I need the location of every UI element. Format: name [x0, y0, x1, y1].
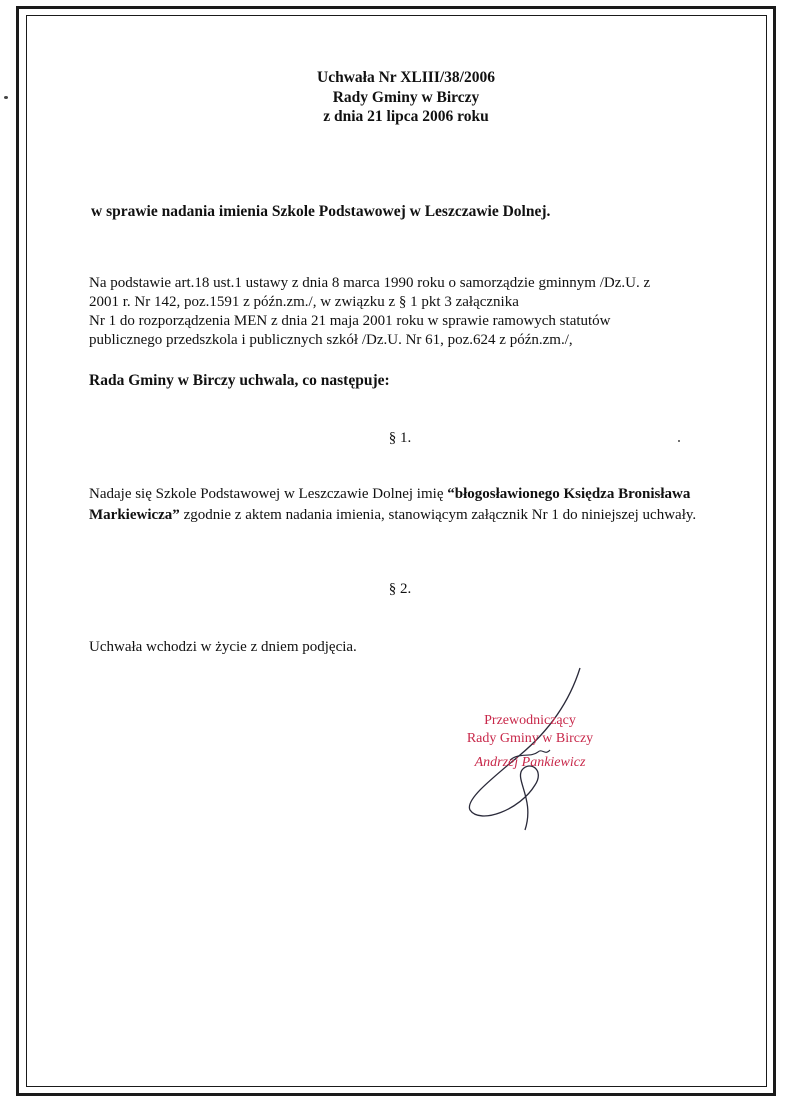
legal-basis-line: publicznego przedszkola i publicznych szkół /Dz.U. Nr 61, poz.624 z późn.zm./,	[89, 332, 573, 348]
legal-basis-line: Na podstawie art.18 ust.1 ustawy z dnia 8 marca 1990 roku o samorządzie gminnym /Dz.U. z	[89, 275, 651, 291]
section-2-heading: § 2.	[388, 581, 412, 597]
signature-stamp	[430, 712, 630, 772]
school-patron-name: “błogosławionego Księdza Bronisława Markiewicza”	[89, 486, 691, 523]
stamp-title: Przewodniczący	[484, 713, 576, 728]
resolution-date: z dnia 21 lipca 2006 roku	[323, 108, 489, 125]
stamp-council: Rady Gminy w Birczy	[466, 731, 594, 746]
document-inner-border	[26, 15, 767, 1087]
legal-basis-line: 2001 r. Nr 142, poz.1591 z późn.zm./, w związku z § 1 pkt 3 załącznika	[89, 294, 519, 310]
resolution-header	[0, 68, 786, 127]
section-2-text: Uchwała wchodzi w życie z dniem podjęcia.	[89, 639, 357, 655]
signatory-name: Andrzej Pankiewicz	[474, 755, 586, 770]
decision-statement: Rada Gminy w Birczy uchwala, co następuje:	[89, 372, 390, 389]
resolution-number: Uchwała Nr XLIII/38/2006	[317, 69, 495, 86]
resolution-subject: w sprawie nadania imienia Szkole Podstawowej w Leszczawie Dolnej.	[91, 203, 551, 220]
legal-basis	[89, 274, 729, 350]
section-1-heading: § 1.	[388, 430, 412, 446]
council-name: Rady Gminy w Birczy	[332, 88, 480, 106]
legal-basis-line: Nr 1 do rozporządzenia MEN z dnia 21 maja 2001 roku w sprawie ramowych statutów	[89, 313, 611, 329]
section-1-text: Nadaje się Szkole Podstawowej w Leszczawie Dolnej imię “błogosławionego Księdza Bronisława Markiewicza” zgodnie z aktem nadania imienia, stanowiącym załącznik Nr 1 do niniejszej uchwały.	[89, 486, 697, 523]
